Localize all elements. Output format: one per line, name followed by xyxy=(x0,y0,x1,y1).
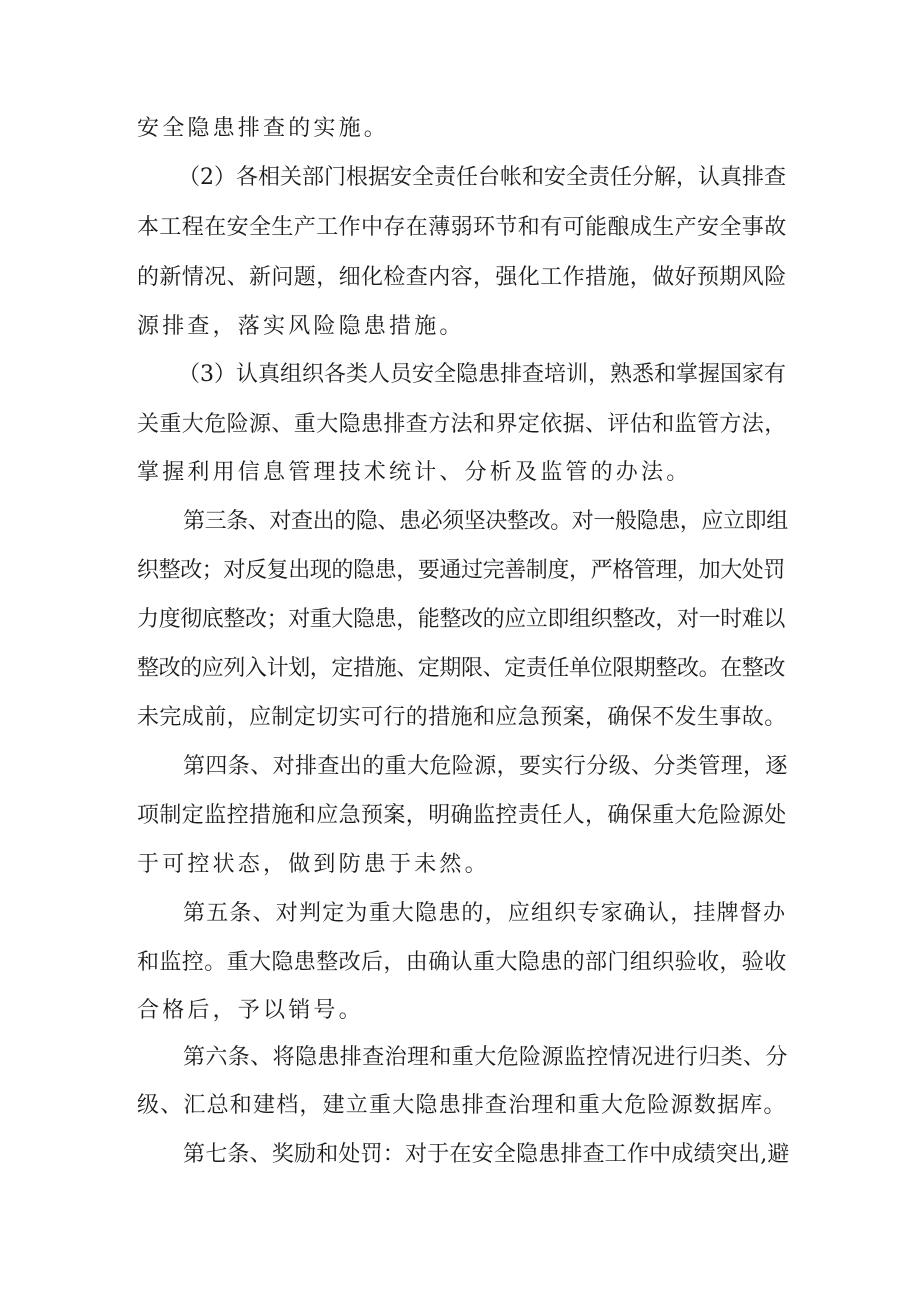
text-line: 第五条、对判定为重大隐患的，应组织专家确认，挂牌督办 xyxy=(183,901,787,926)
text-line: 项制定监控措施和应急预案，明确监控责任人，确保重大危险源处 xyxy=(137,803,787,828)
text-line: 于可控状态，做到防患于未然。 xyxy=(137,852,490,877)
text-line: 第六条、将隐患排查治理和重大危险源监控情况进行归类、分 xyxy=(183,1045,788,1070)
text-line: 织整改；对反复出现的隐患，要通过完善制度，严格管理，加大处罚 xyxy=(137,558,786,583)
text-line: 本工程在安全生产工作中存在薄弱环节和有可能酿成生产安全事故 xyxy=(137,215,787,240)
text-line: 级、汇总和建档，建立重大隐患排查治理和重大危险源数据库。 xyxy=(137,1093,787,1118)
text-line: 的新情况、新问题，细化检查内容，强化工作措施，做好预期风险 xyxy=(137,265,787,290)
text-line: 第三条、对查出的隐、患必须坚决整改。对一般隐患，应立即组 xyxy=(183,509,788,534)
text-line: 未完成前，应制定切实可行的措施和应急预案，确保不发生事故。 xyxy=(137,705,787,730)
text-line: 安全隐患排查的实施。 xyxy=(137,116,390,141)
text-line: 掌握利用信息管理技术统计、分析及监管的办法。 xyxy=(137,460,692,485)
text-line: 力度彻底整改；对重大隐患，能整改的应立即组织整改，对一时难以 xyxy=(137,607,786,632)
text-line: （3）认真组织各类人员安全隐患排查培训，熟悉和掌握国家有 xyxy=(178,362,786,387)
text-line: 第四条、对排查出的重大危险源，要实行分级、分类管理，逐 xyxy=(183,754,788,779)
text-line: 第七条、奖励和处罚：对于在安全隐患排查工作中成绩突出,避 xyxy=(183,1142,790,1167)
text-line: 源排查，落实风险隐患措施。 xyxy=(137,314,465,339)
text-line: 和监控。重大隐患整改后，由确认重大隐患的部门组织验收，验收 xyxy=(137,950,787,975)
text-line: （2）各相关部门根据安全责任台帐和安全责任分解，认真排查 xyxy=(178,165,786,190)
text-line: 整改的应列入计划，定措施、定期限、定责任单位限期整改。在整改 xyxy=(137,656,786,681)
text-line: 合格后，予以销号。 xyxy=(137,998,364,1023)
text-line: 关重大危险源、重大隐患排查方法和界定依据、评估和监管方法， xyxy=(137,412,787,437)
